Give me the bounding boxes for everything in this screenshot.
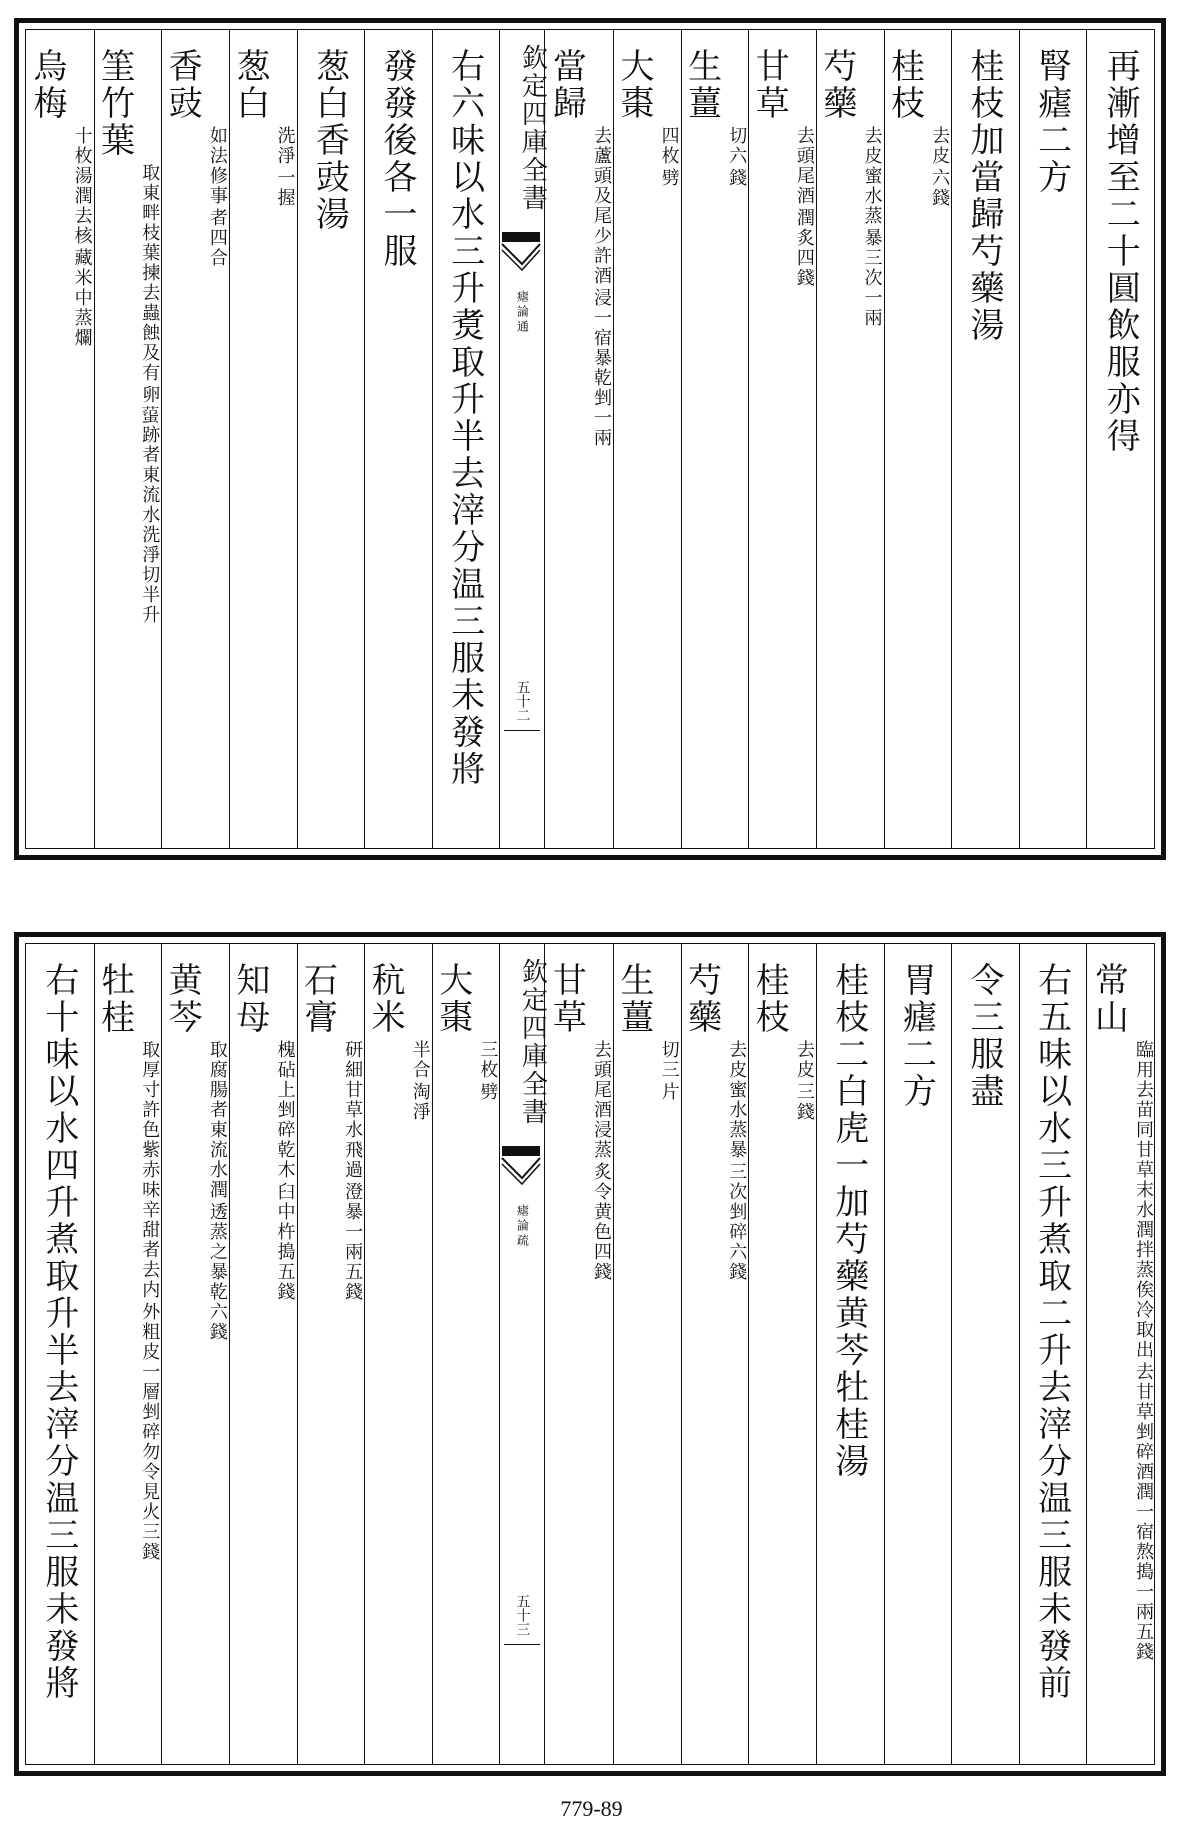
annotation-line: 者四合 xyxy=(206,208,228,268)
running-head-section: 瘧論通 xyxy=(515,290,530,335)
annotation-line: 三枚 xyxy=(477,1040,499,1080)
bottom-page xyxy=(14,932,1166,1776)
running-head-section: 瘧論疏 xyxy=(515,1204,530,1249)
annotation-line: 槐砧上剉碎乾木 xyxy=(274,1040,296,1180)
annotation-line: 劈 xyxy=(477,1082,499,1102)
text-column xyxy=(748,944,817,1764)
column-main-text: 常山 xyxy=(1088,962,1129,1036)
bottom-page-frame xyxy=(25,943,1155,1765)
annotation-line: 澄暴一兩五錢 xyxy=(342,1182,364,1302)
column-annotation xyxy=(1132,1040,1153,1662)
column-main-text: 香豉 xyxy=(162,48,203,122)
annotation-line: 藏米中蒸爛 xyxy=(71,248,93,348)
text-column xyxy=(229,944,298,1764)
annotation-line: 卵𧍙跡者東流水洗淨切半升 xyxy=(139,385,161,625)
running-head-title: 欽定四庫全書 xyxy=(517,44,548,212)
text-column xyxy=(1086,30,1155,848)
column-main-text: 胃瘧二方 xyxy=(896,962,937,1110)
column-annotation xyxy=(590,1040,611,1282)
column-annotation xyxy=(726,126,747,188)
annotation-line: 浸一宿暴乾剉一兩 xyxy=(591,288,612,448)
text-column xyxy=(1019,944,1088,1764)
column-main-text: 桂枝二白虎一加芍藥黄芩牡桂湯 xyxy=(828,962,869,1480)
text-column xyxy=(94,944,163,1764)
column-annotation xyxy=(274,126,295,208)
column-main-text: 秔米 xyxy=(365,962,406,1036)
annotation-line: 切六 xyxy=(726,126,748,166)
top-page-frame xyxy=(25,29,1155,849)
annotation-line: 研細甘草水飛過 xyxy=(342,1040,364,1180)
annotation-line: 一握 xyxy=(274,168,296,208)
column-main-text: 大棗 xyxy=(432,962,473,1036)
fish-tail-mark xyxy=(500,1144,543,1194)
column-annotation xyxy=(477,1040,498,1102)
annotation-line: 暴三次一兩 xyxy=(861,228,883,328)
column-main-text: 桂枝 xyxy=(749,962,790,1036)
text-column xyxy=(681,944,750,1764)
annotation-line: 取東畔枝葉揀去蟲蝕及有 xyxy=(139,163,161,383)
text-column xyxy=(432,944,501,1764)
annotation-line: 三次剉碎六錢 xyxy=(726,1162,748,1282)
annotation-line: 四枚 xyxy=(658,126,680,166)
fish-tail-mark xyxy=(500,230,543,280)
column-annotation xyxy=(341,1040,362,1302)
text-column xyxy=(545,30,614,848)
annotation-line: 洗淨 xyxy=(274,126,296,166)
column-main-text: 桂枝 xyxy=(884,48,925,122)
column-annotation xyxy=(726,1040,747,1282)
text-column xyxy=(161,944,230,1764)
annotation-line: 潤炙四錢 xyxy=(793,208,815,288)
annotation-line: 去頭尾酒 xyxy=(793,126,815,206)
annotation-line: 半合 xyxy=(409,1040,431,1080)
column-annotation xyxy=(658,126,679,188)
text-column xyxy=(1086,944,1155,1764)
column-main-text: 當歸 xyxy=(546,48,587,122)
text-column xyxy=(364,30,433,848)
column-main-text: 黄芩 xyxy=(162,962,203,1036)
column-main-text: 生薑 xyxy=(614,962,654,1036)
column-annotation xyxy=(658,1040,679,1102)
annotation-line: 劈 xyxy=(658,168,680,188)
annotation-line: 錢 xyxy=(726,168,748,188)
annotation-line: 三錢 xyxy=(793,1082,815,1122)
annotation-line: 去蘆頭及尾少許酒 xyxy=(591,126,612,286)
text-column xyxy=(26,30,95,848)
column-annotation xyxy=(139,1040,160,1562)
top-page xyxy=(14,18,1166,860)
running-head-page-number: 五十二 xyxy=(514,680,531,722)
text-column xyxy=(613,944,682,1764)
text-column xyxy=(613,30,682,848)
column-annotation xyxy=(590,126,611,448)
column-annotation xyxy=(71,126,92,348)
column-main-text: 大棗 xyxy=(614,48,654,122)
column-main-text: 生薑 xyxy=(681,48,722,122)
text-column xyxy=(26,944,95,1764)
column-main-text: 甘草 xyxy=(749,48,790,122)
column-main-text: 腎瘧二方 xyxy=(1031,48,1072,196)
column-main-text: 知母 xyxy=(229,962,270,1036)
column-annotation xyxy=(861,126,882,328)
text-column xyxy=(681,30,750,848)
annotation-line: 去皮蜜水蒸暴 xyxy=(726,1040,748,1160)
column-annotation xyxy=(206,1040,227,1342)
annotation-line: 臨用去苗同甘草末水潤拌蒸俟冷取出 xyxy=(1133,1040,1154,1360)
column-annotation xyxy=(139,163,160,625)
text-column xyxy=(1019,30,1088,848)
text-column xyxy=(748,30,817,848)
annotation-line: 外粗皮一層剉碎勿令見火三錢 xyxy=(139,1302,161,1562)
annotation-line: 如法修事 xyxy=(206,126,228,206)
text-column xyxy=(884,30,953,848)
text-column xyxy=(884,944,953,1764)
page-footer-number: 779-89 xyxy=(560,1796,623,1821)
text-column xyxy=(545,944,614,1764)
column-main-text: 右十味以水四升煮取升半去滓分温三服未發將 xyxy=(38,962,79,1702)
column-main-text: 葱白 xyxy=(229,48,270,122)
annotation-line: 透蒸之暴乾六錢 xyxy=(206,1202,228,1342)
text-column xyxy=(229,30,298,848)
annotation-line: 去皮 xyxy=(929,126,951,166)
annotation-line: 去頭尾酒浸蒸 xyxy=(591,1040,612,1160)
text-column xyxy=(816,944,885,1764)
annotation-line: 去皮 xyxy=(793,1040,815,1080)
text-column xyxy=(951,944,1020,1764)
column-main-text: 甘草 xyxy=(546,962,587,1036)
page-number-bracket xyxy=(504,730,540,731)
column-main-text: 葱白香豉湯 xyxy=(309,48,350,233)
column-main-text: 右五味以水三升煮取二升去滓分温三服未發前 xyxy=(1031,962,1072,1702)
annotation-line: 去甘草剉碎酒潤一宿熬搗一兩五錢 xyxy=(1133,1362,1154,1662)
column-main-text: 發發後各一服 xyxy=(376,48,417,270)
running-head-page-number: 五十三 xyxy=(514,1594,531,1636)
column-main-text: 筀竹葉 xyxy=(94,48,135,159)
column-main-text: 令三服盡 xyxy=(963,962,1004,1110)
column-main-text: 芍藥 xyxy=(681,962,722,1036)
running-head-column xyxy=(499,30,548,848)
annotation-line: 六錢 xyxy=(929,168,951,208)
text-column xyxy=(364,944,433,1764)
annotation-line: 臼中杵搗五錢 xyxy=(274,1182,296,1302)
column-annotation xyxy=(928,126,949,208)
column-annotation xyxy=(274,1040,295,1302)
annotation-line: 淘淨 xyxy=(409,1082,431,1122)
annotation-line: 取腐腸者東流水潤 xyxy=(206,1040,228,1200)
text-column xyxy=(94,30,163,848)
running-head-title: 欽定四庫全書 xyxy=(517,958,548,1126)
running-head-column xyxy=(499,944,548,1764)
annotation-line: 十枚湯潤去核 xyxy=(71,126,93,246)
text-column xyxy=(297,30,366,848)
column-main-text: 牡桂 xyxy=(94,962,135,1036)
column-main-text: 芍藥 xyxy=(816,48,857,122)
column-main-text: 桂枝加當歸芍藥湯 xyxy=(963,48,1004,344)
column-main-text: 石膏 xyxy=(297,962,338,1036)
text-column xyxy=(161,30,230,848)
column-annotation xyxy=(206,126,227,268)
text-column xyxy=(816,30,885,848)
annotation-line: 炙令黄色四錢 xyxy=(591,1162,612,1282)
column-annotation xyxy=(409,1040,430,1122)
column-main-text: 再漸增至二十圓飲服亦得 xyxy=(1100,48,1141,455)
text-column xyxy=(951,30,1020,848)
text-column xyxy=(297,944,366,1764)
annotation-line: 取厚寸許色紫赤味辛甜者去内 xyxy=(139,1040,161,1300)
annotation-line: 切三 xyxy=(658,1040,680,1080)
annotation-line: 片 xyxy=(658,1082,680,1102)
page-number-bracket xyxy=(504,1644,540,1645)
column-main-text: 右六味以水三升煑取升半去滓分温三服未發將 xyxy=(444,48,485,788)
annotation-line: 去皮蜜水蒸 xyxy=(861,126,883,226)
text-column xyxy=(432,30,501,848)
column-main-text: 烏梅 xyxy=(27,48,67,122)
column-annotation xyxy=(793,126,814,288)
column-annotation xyxy=(793,1040,814,1122)
